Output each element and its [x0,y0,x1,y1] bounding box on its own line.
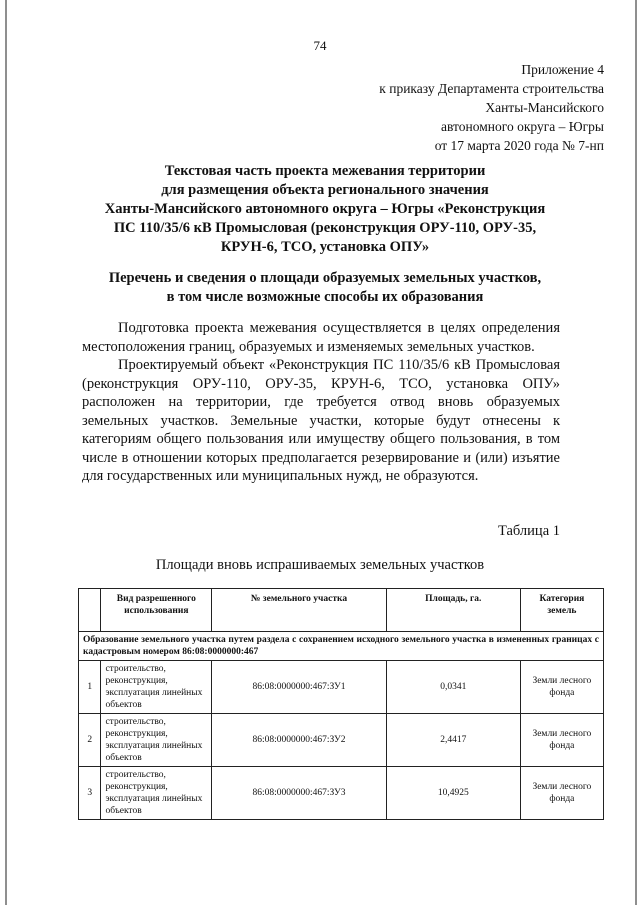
paragraph: Проектируемый объект «Реконструкция ПС 110/35/6 кВ Промысловая (реконструкция ОРУ-110, ОРУ-35, КРУН-6, ТСО, установка ОПУ» расположен на территории, где требуется отвод вновь образуемых земельных участков. Земельные участки, которые будут отнесены к категориям общего пользования или имуществу общего пользования, в том числе в отношении которых предполагается резервирование и (или) изъятие для государственных или муниципальных нужд, не образуются. [82,357,560,484]
table-row [79,661,604,714]
appendix-line: Приложение 4 [521,62,604,77]
appendix-header [304,60,604,155]
cell-cadastral: 86:08:0000000:467:ЗУ2 [212,714,387,767]
cell-area: 10,4925 [386,767,520,820]
cell-area: 2,4417 [386,714,520,767]
heading-line: в том числе возможные способы их образования [166,289,484,305]
table-row [79,714,604,767]
title-line: для размещения объекта регионального значения [161,182,489,198]
cell-num: 2 [79,714,101,767]
appendix-line: к приказу Департамента строительства [379,81,604,96]
cell-num: 1 [79,661,101,714]
header-num [79,589,101,632]
group-caption: Образование земельного участка путем раздела с сохранением исходного земельного участка в измененных границах с кадастровым номером 86:08:0000000:467 [79,632,604,661]
appendix-line: от 17 марта 2020 года № 7-нп [434,138,604,153]
header-area: Площадь, га. [386,589,520,632]
title-line: ПС 110/35/6 кВ Промысловая (реконструкция ОРУ-110, ОРУ-35, [113,220,537,236]
heading-line: Перечень и сведения о площади образуемых земельных участков, [108,270,542,286]
header-cadastral: № земельного участка [212,589,387,632]
table-header-row [79,589,604,632]
scan-edge-left [5,0,7,905]
cell-num: 3 [79,767,101,820]
cell-area: 0,0341 [386,661,520,714]
table-row [79,767,604,820]
page-number: 74 [313,38,327,53]
body-text [82,319,560,486]
table-title: Площади вновь испрашиваемых земельных участков [155,557,485,573]
cell-category: Земли лесного фонда [520,767,603,820]
appendix-line: Ханты-Мансийского [485,100,604,115]
title-line: КРУН-6, ТСО, установка ОПУ» [220,239,430,255]
cell-category: Земли лесного фонда [520,714,603,767]
paragraph: Подготовка проекта межевания осуществляется в целях определения местоположения границ, образуемых и изменяемых земельных участков. [82,320,560,355]
header-category: Категория земель [520,589,603,632]
scan-edge-right [635,0,637,905]
cell-category: Земли лесного фонда [520,661,603,714]
cell-cadastral: 86:08:0000000:467:ЗУ3 [212,767,387,820]
section-heading [70,269,580,307]
title-line: Текстовая часть проекта межевания территории [164,163,486,179]
document-title [70,162,580,257]
cell-use: строительство, реконструкция, эксплуатация линейных объектов [101,714,212,767]
table-group-row [79,632,604,661]
appendix-line: автономного округа – Югры [441,119,604,134]
cell-use: строительство, реконструкция, эксплуатация линейных объектов [101,661,212,714]
cell-use: строительство, реконструкция, эксплуатация линейных объектов [101,767,212,820]
table-label: Таблица 1 [497,523,560,539]
header-use: Вид разрешенного использования [101,589,212,632]
cell-cadastral: 86:08:0000000:467:ЗУ1 [212,661,387,714]
land-plots-table [78,588,604,820]
title-line: Ханты-Мансийского автономного округа – Югры «Реконструкция [104,201,546,217]
